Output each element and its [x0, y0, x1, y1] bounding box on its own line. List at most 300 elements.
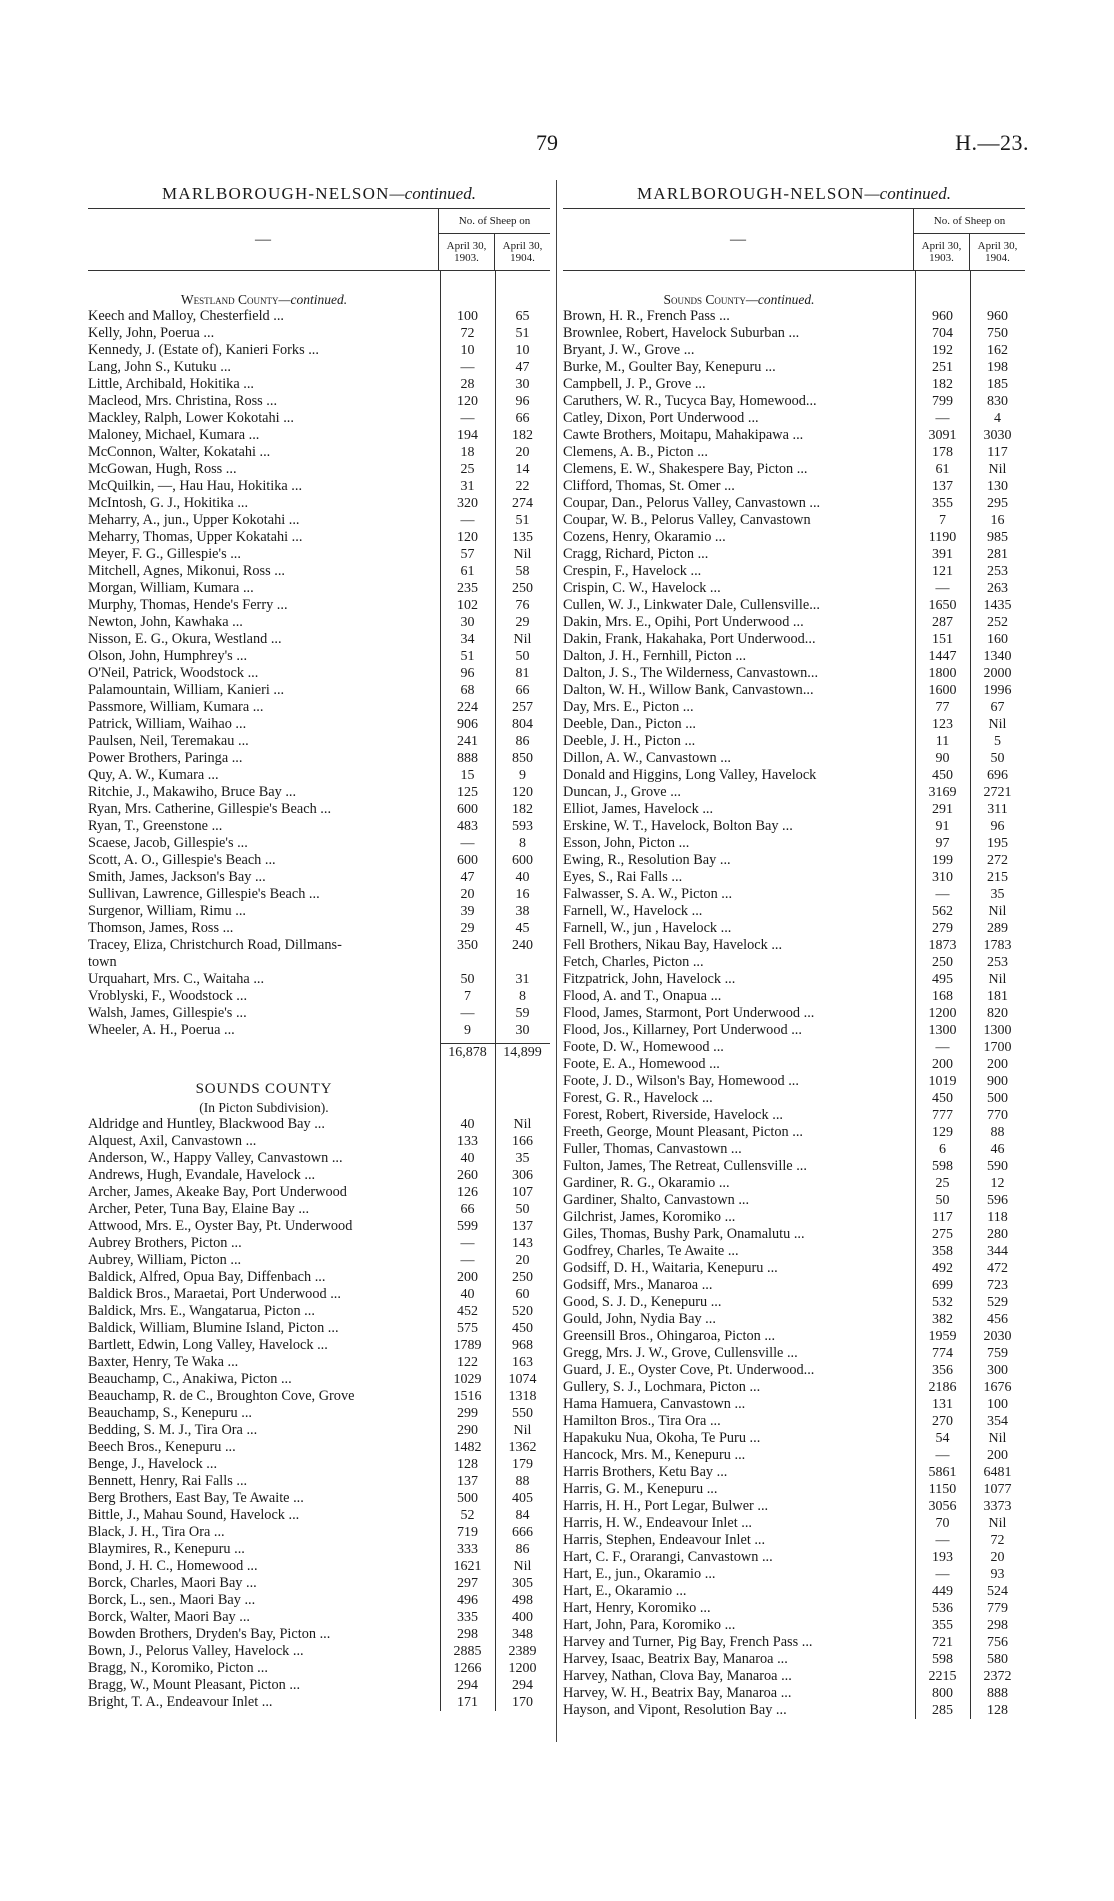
row-name: Forest, Robert, Riverside, Havelock ... [563, 1107, 783, 1123]
row-value-1903: 47 [460, 870, 475, 885]
row-value-1903: 9 [464, 1023, 471, 1038]
row-value-1903: 122 [457, 1355, 478, 1370]
row-value-1903: 1516 [453, 1389, 482, 1404]
row-value-1903: 1600 [928, 683, 957, 698]
row-name: Gardiner, R. G., Okaramio ... [563, 1175, 730, 1191]
row-value-1903: 1019 [928, 1074, 957, 1089]
row-value-1904: 58 [515, 564, 530, 579]
row-value-1903: 137 [932, 479, 953, 494]
row-value-1903: 532 [932, 1295, 953, 1310]
table-row [88, 614, 550, 631]
row-value-1904: 1996 [983, 683, 1012, 698]
row-value-1904: 750 [987, 326, 1008, 341]
row-name: Baldick, Alfred, Opua Bay, Diffenbach ... [88, 1269, 326, 1285]
table-row [88, 937, 550, 954]
table-row [88, 1303, 550, 1320]
row-name: Godsiff, D. H., Waitaria, Kenepuru ... [563, 1260, 778, 1276]
row-name: Clemens, A. B., Picton ... [563, 444, 708, 460]
row-name: McQuilkin, —, Hau Hau, Hokitika ... [88, 478, 303, 494]
table-row [563, 1226, 1025, 1243]
row-value-1903: 34 [460, 632, 475, 647]
row-value-1904: 166 [512, 1134, 533, 1149]
row-name: Bittle, J., Mahau Sound, Havelock ... [88, 1507, 300, 1523]
table-row [563, 1430, 1025, 1447]
row-value-1903: 131 [932, 1397, 953, 1412]
row-name: Alquest, Axil, Canvastown ... [88, 1133, 257, 1149]
row-value-1904: Nil [988, 462, 1007, 477]
row-value-1904: 1340 [983, 649, 1012, 664]
row-value-1903: 151 [932, 632, 953, 647]
row-name: Bowden Brothers, Dryden's Bay, Picton ... [88, 1626, 331, 1642]
row-value-1903: 290 [457, 1423, 478, 1438]
row-name: Burke, M., Goulter Bay, Kenepuru ... [563, 359, 776, 375]
row-value-1903: 126 [457, 1185, 478, 1200]
row-value-1904: 306 [512, 1168, 533, 1183]
row-value-1903: 598 [932, 1159, 953, 1174]
row-value-1904: 200 [987, 1448, 1008, 1463]
row-name: Surgenor, William, Rimu ... [88, 903, 246, 919]
left-table-header [88, 208, 550, 271]
table-row [563, 410, 1025, 427]
table-row [563, 580, 1025, 597]
row-name: O'Neil, Patrick, Woodstock ... [88, 665, 259, 681]
row-value-1903: 483 [457, 819, 478, 834]
table-row [88, 665, 550, 682]
table-row [88, 410, 550, 427]
row-value-1903: 28 [460, 377, 475, 392]
table-row [563, 546, 1025, 563]
page-number: 79 [536, 130, 558, 155]
row-value-1904: 135 [512, 530, 533, 545]
table-row [563, 1413, 1025, 1430]
westland-total-row [88, 1043, 550, 1060]
row-value-1904: Nil [988, 717, 1007, 732]
table-row [88, 1354, 550, 1371]
row-value-1904: 666 [512, 1525, 533, 1540]
row-value-1904: 1077 [983, 1482, 1012, 1497]
row-name: Nisson, E. G., Okura, Westland ... [88, 631, 282, 647]
row-name: Elliot, James, Havelock ... [563, 801, 714, 817]
row-value-1904: 8 [519, 989, 526, 1004]
row-value-1904: 86 [515, 734, 530, 749]
row-value-1904: Nil [988, 972, 1007, 987]
row-value-1904: 170 [512, 1695, 533, 1710]
row-value-1904: 51 [515, 513, 530, 528]
row-value-1903: 299 [457, 1406, 478, 1421]
row-value-1904: 900 [987, 1074, 1008, 1089]
sounds-continued-suffix: —continued. [745, 292, 815, 307]
row-name: Ritchie, J., Makawiho, Bruce Bay ... [88, 784, 297, 800]
row-name: Freeth, George, Mount Pleasant, Picton ... [563, 1124, 803, 1140]
row-value-1904: 50 [515, 1202, 530, 1217]
row-value-1903: 382 [932, 1312, 953, 1327]
table-row [88, 1235, 550, 1252]
left-title-main: MARLBOROUGH-NELSON [162, 184, 390, 203]
row-name: Cawte Brothers, Moitapu, Mahakipawa ... [563, 427, 804, 443]
table-row [563, 1141, 1025, 1158]
row-value-1903: 5861 [928, 1465, 957, 1480]
row-name: Deeble, Dan., Picton ... [563, 716, 697, 732]
row-value-1903: 70 [935, 1516, 950, 1531]
table-row [563, 818, 1025, 835]
row-value-1903: 704 [932, 326, 953, 341]
row-value-1903: 452 [457, 1304, 478, 1319]
row-value-1904: 65 [515, 309, 530, 324]
table-row [88, 1405, 550, 1422]
row-value-1904: 263 [987, 581, 1008, 596]
row-name: Fell Brothers, Nikau Bay, Havelock ... [563, 937, 783, 953]
row-value-1904: 3373 [983, 1499, 1012, 1514]
table-row [88, 1184, 550, 1201]
row-name: Falwasser, S. A. W., Picton ... [563, 886, 733, 902]
row-name: Dalton, J. S., The Wilderness, Canvastown... [563, 665, 819, 681]
row-name: Little, Archibald, Hokitika ... [88, 376, 254, 392]
row-value-1903: 224 [457, 700, 478, 715]
row-value-1904: 2721 [983, 785, 1012, 800]
row-name: Bragg, W., Mount Pleasant, Picton ... [88, 1677, 301, 1693]
row-name: Coupar, W. B., Pelorus Valley, Canvastown [563, 512, 811, 528]
row-value-1903: 285 [932, 1703, 953, 1718]
row-value-1904: 84 [515, 1508, 530, 1523]
table-row [88, 1660, 550, 1677]
table-row [563, 886, 1025, 903]
row-value-1904: 472 [987, 1261, 1008, 1276]
row-value-1903: — [935, 887, 950, 902]
row-name: Harris Brothers, Ketu Bay ... [563, 1464, 728, 1480]
row-value-1903: 61 [460, 564, 475, 579]
row-value-1904: 1318 [508, 1389, 537, 1404]
row-value-1903: 2215 [928, 1669, 957, 1684]
row-value-1903: 492 [932, 1261, 953, 1276]
row-value-1903: 100 [457, 309, 478, 324]
total-1903: 16,878 [440, 1043, 495, 1060]
table-row [88, 648, 550, 665]
row-name: Scott, A. O., Gillespie's Beach ... [88, 852, 276, 868]
row-value-1903: 1959 [928, 1329, 957, 1344]
left-column [88, 180, 550, 1711]
row-value-1903: 450 [932, 768, 953, 783]
row-value-1904: 1074 [508, 1372, 537, 1387]
table-row [563, 835, 1025, 852]
row-value-1904: 294 [512, 1678, 533, 1693]
table-row [88, 393, 550, 410]
westland-rows [88, 308, 550, 1039]
table-row [563, 1294, 1025, 1311]
row-name: Fulton, James, The Retreat, Cullensville ... [563, 1158, 807, 1174]
row-name: McIntosh, G. J., Hokitika ... [88, 495, 249, 511]
row-value-1904: 40 [515, 870, 530, 885]
table-row [88, 1456, 550, 1473]
row-value-1904: 162 [987, 343, 1008, 358]
row-value-1903: 40 [460, 1287, 475, 1302]
row-value-1903: 297 [457, 1576, 478, 1591]
row-value-1904: 120 [512, 785, 533, 800]
row-name: Newton, John, Kawhaka ... [88, 614, 243, 630]
row-value-1903: 450 [932, 1091, 953, 1106]
table-row [88, 478, 550, 495]
row-name: Borck, Charles, Maori Bay ... [88, 1575, 257, 1591]
row-value-1904: Nil [988, 1431, 1007, 1446]
row-name: Wheeler, A. H., Poerua ... [88, 1022, 235, 1038]
row-value-1903: 57 [460, 547, 475, 562]
row-value-1903: 3056 [928, 1499, 957, 1514]
row-value-1904: 281 [987, 547, 1008, 562]
left-header-year2: April 30, 1904. [502, 240, 543, 264]
right-rows [563, 308, 1025, 1719]
row-value-1903: 777 [932, 1108, 953, 1123]
row-name: Vroblyski, F., Woodstock ... [88, 988, 248, 1004]
row-value-1903: 117 [932, 1210, 953, 1225]
row-value-1904: 2389 [508, 1644, 537, 1659]
row-value-1904: 520 [512, 1304, 533, 1319]
row-value-1904: 179 [512, 1457, 533, 1472]
row-name: Urquahart, Mrs. C., Waitaha ... [88, 971, 265, 987]
table-row [563, 1005, 1025, 1022]
row-value-1903: 1150 [928, 1482, 957, 1497]
table-row [563, 954, 1025, 971]
row-value-1904: 6481 [983, 1465, 1012, 1480]
row-name: Hart, E., Okaramio ... [563, 1583, 687, 1599]
table-row [88, 1524, 550, 1541]
table-row [88, 529, 550, 546]
row-value-1903: 1447 [928, 649, 957, 664]
westland-section-heading [88, 291, 440, 308]
row-value-1904: 348 [512, 1627, 533, 1642]
table-row [563, 1379, 1025, 1396]
row-value-1903: 120 [457, 530, 478, 545]
table-row [88, 1541, 550, 1558]
table-row [88, 495, 550, 512]
row-name: Day, Mrs. E., Picton ... [563, 699, 694, 715]
row-value-1904: 117 [987, 445, 1008, 460]
table-row [88, 597, 550, 614]
row-value-1904: 400 [512, 1610, 533, 1625]
row-value-1903: 298 [457, 1627, 478, 1642]
row-value-1903: 194 [457, 428, 478, 443]
row-name: Harris, Stephen, Endeavour Inlet ... [563, 1532, 766, 1548]
table-row [88, 886, 550, 903]
row-value-1903: — [460, 360, 475, 375]
row-name: Foote, J. D., Wilson's Bay, Homewood ... [563, 1073, 799, 1089]
row-name: Kelly, John, Poerua ... [88, 325, 215, 341]
row-name: Berg Brothers, East Bay, Te Awaite ... [88, 1490, 304, 1506]
row-value-1903: 536 [932, 1601, 953, 1616]
row-name: Crespin, F., Havelock ... [563, 563, 702, 579]
row-name: Hart, Henry, Koromiko ... [563, 1600, 711, 1616]
table-row [88, 325, 550, 342]
row-value-1903: 171 [457, 1695, 478, 1710]
row-value-1904: 968 [512, 1338, 533, 1353]
row-value-1904: 198 [987, 360, 1008, 375]
row-value-1903: — [935, 1567, 950, 1582]
row-value-1903: — [460, 1253, 475, 1268]
row-name: Farnell, W., Havelock ... [563, 903, 703, 919]
row-name: Dillon, A. W., Canvastown ... [563, 750, 731, 766]
table-row [88, 1218, 550, 1235]
row-name: Beauchamp, R. de C., Broughton Cove, Grove [88, 1388, 355, 1404]
table-row [88, 733, 550, 750]
row-value-1904: 20 [515, 445, 530, 460]
row-value-1904: 550 [512, 1406, 533, 1421]
table-row [88, 1592, 550, 1609]
row-value-1904: 405 [512, 1491, 533, 1506]
table-row [563, 665, 1025, 682]
table-row [563, 1175, 1025, 1192]
row-name: Paulsen, Neil, Teremakau ... [88, 733, 249, 749]
row-value-1904: 14 [515, 462, 530, 477]
row-value-1903: 496 [457, 1593, 478, 1608]
row-value-1903: 97 [935, 836, 950, 851]
table-row [563, 784, 1025, 801]
row-value-1903: 600 [457, 853, 478, 868]
table-row [88, 1439, 550, 1456]
row-value-1903: 120 [457, 394, 478, 409]
table-row [88, 1022, 550, 1039]
row-value-1904: 289 [987, 921, 1008, 936]
table-row [88, 1167, 550, 1184]
row-value-1904: 46 [990, 1142, 1005, 1157]
row-value-1904: 35 [990, 887, 1005, 902]
row-name: Borck, Walter, Maori Bay ... [88, 1609, 250, 1625]
row-name: Clemens, E. W., Shakespere Bay, Picton ... [563, 461, 808, 477]
row-name: Aubrey Brothers, Picton ... [88, 1235, 242, 1251]
row-value-1904: 830 [987, 394, 1008, 409]
row-value-1904: 1300 [983, 1023, 1012, 1038]
table-row [563, 1090, 1025, 1107]
row-name: Hart, John, Para, Koromiko ... [563, 1617, 736, 1633]
row-value-1904: 888 [987, 1686, 1008, 1701]
row-name: Bond, J. H. C., Homewood ... [88, 1558, 258, 1574]
row-name: Aubrey, William, Picton ... [88, 1252, 242, 1268]
row-name: McGowan, Hugh, Ross ... [88, 461, 237, 477]
right-table-header [563, 208, 1025, 271]
table-row [563, 444, 1025, 461]
table-row [88, 750, 550, 767]
row-value-1904: 16 [990, 513, 1005, 528]
row-value-1903: 275 [932, 1227, 953, 1242]
row-value-1903: 495 [932, 972, 953, 987]
row-value-1904: 850 [512, 751, 533, 766]
row-name: Black, J. H., Tira Ora ... [88, 1524, 225, 1540]
table-row [563, 852, 1025, 869]
table-row [563, 1566, 1025, 1583]
row-value-1904: 16 [515, 887, 530, 902]
table-row [563, 1124, 1025, 1141]
row-value-1903: 68 [460, 683, 475, 698]
row-value-1903: 178 [932, 445, 953, 460]
table-row [88, 512, 550, 529]
row-value-1904: 274 [512, 496, 533, 511]
row-name: Scaese, Jacob, Gillespie's ... [88, 835, 248, 851]
row-value-1904: 67 [990, 700, 1005, 715]
row-value-1904: 240 [512, 938, 533, 953]
row-value-1904: 593 [512, 819, 533, 834]
left-col-rule-2 [495, 271, 496, 1711]
row-name: Dakin, Frank, Hakahaka, Port Underwood... [563, 631, 816, 647]
row-name: Cozens, Henry, Okaramio ... [563, 529, 726, 545]
table-row [563, 1209, 1025, 1226]
row-name: Meyer, F. G., Gillespie's ... [88, 546, 241, 562]
right-title-main: MARLBOROUGH-NELSON [637, 184, 865, 203]
row-value-1904: 10 [515, 343, 530, 358]
row-value-1903: 356 [932, 1363, 953, 1378]
table-row [88, 342, 550, 359]
row-value-1904: 50 [515, 649, 530, 664]
table-row [563, 1345, 1025, 1362]
table-row [88, 682, 550, 699]
total-label [88, 1043, 440, 1060]
row-name: Benge, J., Havelock ... [88, 1456, 218, 1472]
row-value-1904: 31 [515, 972, 530, 987]
row-name: Borck, L., sen., Maori Bay ... [88, 1592, 256, 1608]
row-value-1904: 344 [987, 1244, 1008, 1259]
row-value-1903: 270 [932, 1414, 953, 1429]
row-name: Hamilton Bros., Tira Ora ... [563, 1413, 721, 1429]
row-value-1903: 168 [932, 989, 953, 1004]
row-name: Duncan, J., Grove ... [563, 784, 681, 800]
right-header-year1: April 30, 1903. [914, 234, 970, 271]
row-name: Hama Hamuera, Canvastown ... [563, 1396, 746, 1412]
row-value-1904: Nil [513, 1423, 532, 1438]
row-value-1904: 1362 [508, 1440, 537, 1455]
row-value-1904: Nil [988, 1516, 1007, 1531]
row-value-1904: 215 [987, 870, 1008, 885]
table-row [88, 988, 550, 1005]
row-name: Power Brothers, Paringa ... [88, 750, 243, 766]
row-value-1903: — [460, 513, 475, 528]
row-value-1903: 358 [932, 1244, 953, 1259]
row-value-1903: 888 [457, 751, 478, 766]
row-value-1904: Nil [513, 1117, 532, 1132]
right-table-body [563, 271, 1025, 1719]
row-value-1904: 1783 [983, 938, 1012, 953]
table-row [563, 1022, 1025, 1039]
row-value-1903: 25 [460, 462, 475, 477]
table-row [563, 1277, 1025, 1294]
row-name: Deeble, J. H., Picton ... [563, 733, 696, 749]
table-row [88, 1286, 550, 1303]
table-row [563, 1532, 1025, 1549]
table-row [88, 1626, 550, 1643]
row-value-1903: — [935, 1533, 950, 1548]
row-value-1903: 125 [457, 785, 478, 800]
row-value-1903: 562 [932, 904, 953, 919]
table-row [563, 631, 1025, 648]
row-name: Flood, Jos., Killarney, Port Underwood ... [563, 1022, 802, 1038]
row-value-1904: 29 [515, 615, 530, 630]
table-row [563, 937, 1025, 954]
row-name: Mitchell, Agnes, Mikonui, Ross ... [88, 563, 285, 579]
row-value-1904: 298 [987, 1618, 1008, 1633]
row-name: Harris, H. H., Port Legar, Bulwer ... [563, 1498, 769, 1514]
row-name: Anderson, W., Happy Valley, Canvastown ... [88, 1150, 343, 1166]
row-name: Clifford, Thomas, St. Omer ... [563, 478, 735, 494]
row-value-1903: 7 [939, 513, 946, 528]
sounds-continued-label: Sounds County [663, 292, 746, 307]
row-name: Kennedy, J. (Estate of), Kanieri Forks ... [88, 342, 319, 358]
row-value-1903: 90 [935, 751, 950, 766]
row-value-1903: 30 [460, 615, 475, 630]
table-row [88, 1337, 550, 1354]
row-value-1903: 128 [457, 1457, 478, 1472]
table-row [88, 308, 550, 325]
row-value-1903: 500 [457, 1491, 478, 1506]
table-row [88, 920, 550, 937]
row-value-1904: 723 [987, 1278, 1008, 1293]
row-value-1903: 598 [932, 1652, 953, 1667]
right-header-group: No. of Sheep on [914, 209, 1026, 234]
row-value-1904: 1435 [983, 598, 1012, 613]
